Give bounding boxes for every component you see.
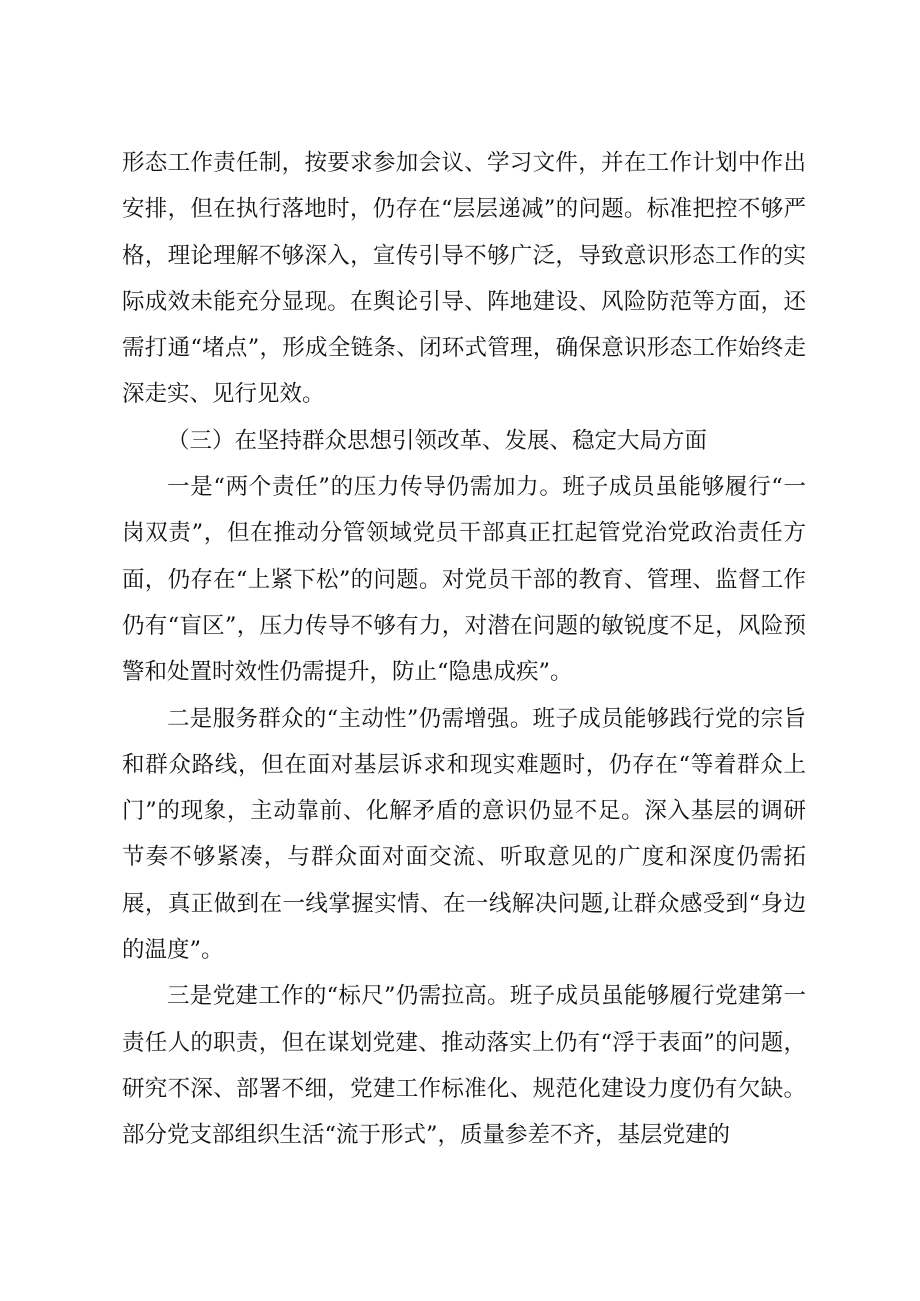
document-page xyxy=(122,140,806,1159)
paragraph-continuation: 形态工作责任制，按要求参加会议、学习文件，并在工作计划中作出安排，但在执行落地时，仍存在“层层递减”的问题。标准把控不够严格，理论理解不够深入，宣传引导不够广泛，导致意识形态工作的实际成效未能充分显现。在舆论引导、阵地建设、风险防范等方面，还需打通“堵点”，形成全链条、闭环式管理，确保意识形态工作始终走深走实、见行见效。 xyxy=(122,150,806,408)
section-heading: （三）在坚持群众思想引领改革、发展、稳定大局方面 xyxy=(167,427,708,454)
paragraph-point-three: 三是党建工作的“标尺”仍需拉高。班子成员虽能够履行党建第一责任人的职责，但在谋划党建、推动落实上仍有“浮于表面”的问题，研究不深、部署不细，党建工作标准化、规范化建设力度仍有欠缺。部分党支部组织生活“流于形式”，质量参差不齐，基层党建的 xyxy=(122,983,806,1149)
paragraph-point-one: 一是“两个责任”的压力传导仍需加力。班子成员虽能够履行“一岗双责”，但在推动分管领域党员干部真正扛起管党治党政治责任方面，仍存在“上紧下松”的问题。对党员干部的教育、管理、监督工作仍有“盲区”，压力传导不够有力，对潜在问题的敏锐度不足，风险预警和处置时效性仍需提升，防止“隐患成疾”。 xyxy=(122,474,806,686)
paragraph-point-two: 二是服务群众的“主动性”仍需增强。班子成员能够践行党的宗旨和群众路线，但在面对基层诉求和现实难题时，仍存在“等着群众上门”的现象，主动靠前、化解矛盾的意识仍显不足。深入基层的调研节奏不够紧凑，与群众面对面交流、听取意见的广度和深度仍需拓展，真正做到在一线掌握实情、在一线解决问题,让群众感受到“身边的温度”。 xyxy=(122,705,806,964)
